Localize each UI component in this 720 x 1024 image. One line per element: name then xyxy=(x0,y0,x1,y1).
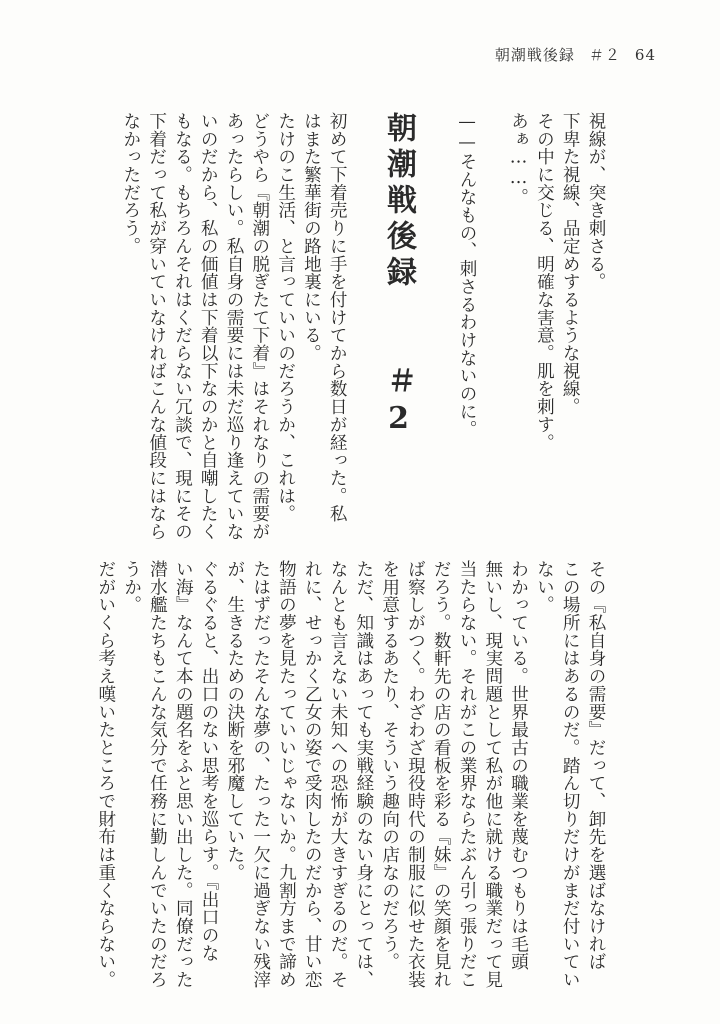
paragraph: なんとも言えない未知への恐怖が大きすぎるのだ。そ xyxy=(328,560,349,989)
paragraph: だがいくら考え嘆いたところで財布は重くならない。 xyxy=(95,560,116,989)
paragraph: どうやら『朝潮の脱ぎたて下着』はそれなりの需要が xyxy=(249,112,270,541)
paragraph: ただ、知識はあっても実戦経験のない身にとっては、 xyxy=(353,560,374,989)
paragraph: 物語の夢を見たっていいじゃないか。九割方まで諦め xyxy=(276,560,297,989)
paragraph: 初めて下着売りに手を付けてから数日が経った。私 xyxy=(327,112,348,523)
paragraph: だろう。数軒先の店の看板を彩る『妹』の笑顔を見れ xyxy=(431,560,452,989)
paragraph: はまた繁華街の路地裏にいる。 xyxy=(301,112,322,362)
paragraph: 当たらない。それがこの業界ならたぶん引っ張りだこ xyxy=(457,560,478,989)
chapter-title xyxy=(370,112,420,442)
paragraph: ぐるぐると、出口のない思考を巡らす。『出口のな xyxy=(199,560,220,962)
paragraph: い海』なんて本の題名をふと思い出した。同僚だった xyxy=(173,560,194,989)
paragraph: なかっただろう。 xyxy=(120,112,141,255)
paragraph: うか。 xyxy=(121,560,142,614)
header-page-number: 64 xyxy=(634,46,656,64)
paragraph: あぁ……。 xyxy=(508,112,529,207)
paragraph: 下着だって私が穿いていなければこんな値段にはなら xyxy=(146,112,167,541)
paragraph: たはずだったそんな夢の、たった一欠に過ぎない残滓 xyxy=(250,560,271,989)
bottom-text-block xyxy=(92,560,608,989)
chapter-number: ＃2 xyxy=(381,365,416,442)
paragraph: あったらしい。私自身の需要には未だ巡り逢えていな xyxy=(224,112,245,541)
paragraph: その『私自身の需要』だって、卸先を選ばなければ xyxy=(586,560,606,971)
title-space xyxy=(427,112,453,532)
paragraph: 下卑た視線、品定めするような視線。 xyxy=(560,112,581,416)
top-text-block xyxy=(117,112,608,541)
paragraph: いのだから、私の価値は下着以下なのかと自嘲したく xyxy=(198,112,219,541)
paragraph: れに、せっかく乙女の姿で受肉したのだから、甘い恋 xyxy=(302,560,323,989)
paragraph: を用意するあたり、そういう趣向の店なのだろう。 xyxy=(379,560,400,971)
chapter-title-text: 朝潮戦後録 xyxy=(381,112,416,292)
paragraph: この場所にはあるのだ。踏ん切りだけがまだ付いてい xyxy=(560,560,581,989)
paragraph: ——そんなもの、刺さるわけないのに。 xyxy=(457,112,478,439)
paragraph: 視線が、突き刺さる。 xyxy=(586,112,606,291)
blank-line xyxy=(479,112,505,532)
paragraph: ば察しがつく。わざわざ現役時代の制服に似せた衣装 xyxy=(405,560,426,989)
paragraph: 無いし、現実問題として私が他に就ける職業だって見 xyxy=(482,560,503,989)
paragraph: たけのこ生活、と言っていいのだろうか、これは。 xyxy=(275,112,296,523)
header-book-title: 朝潮戦後録 xyxy=(494,46,575,64)
paragraph: もなる。もちろんそれはくだらない冗談で、現にその xyxy=(172,112,193,541)
running-header xyxy=(481,44,656,65)
paragraph: ない。 xyxy=(534,560,555,614)
header-volume: ＃２ xyxy=(588,46,621,64)
paragraph: 潜水艦たちもこんな気分で任務に勤しんでいたのだろ xyxy=(147,560,168,989)
paragraph: わかっている。世界最古の職業を蔑むつもりは毛頭 xyxy=(508,560,529,971)
paragraph: が、生きるための決断を邪魔していた。 xyxy=(224,560,245,882)
paragraph: その中に交じる、明確な害意。肌を刺す。 xyxy=(534,112,555,452)
